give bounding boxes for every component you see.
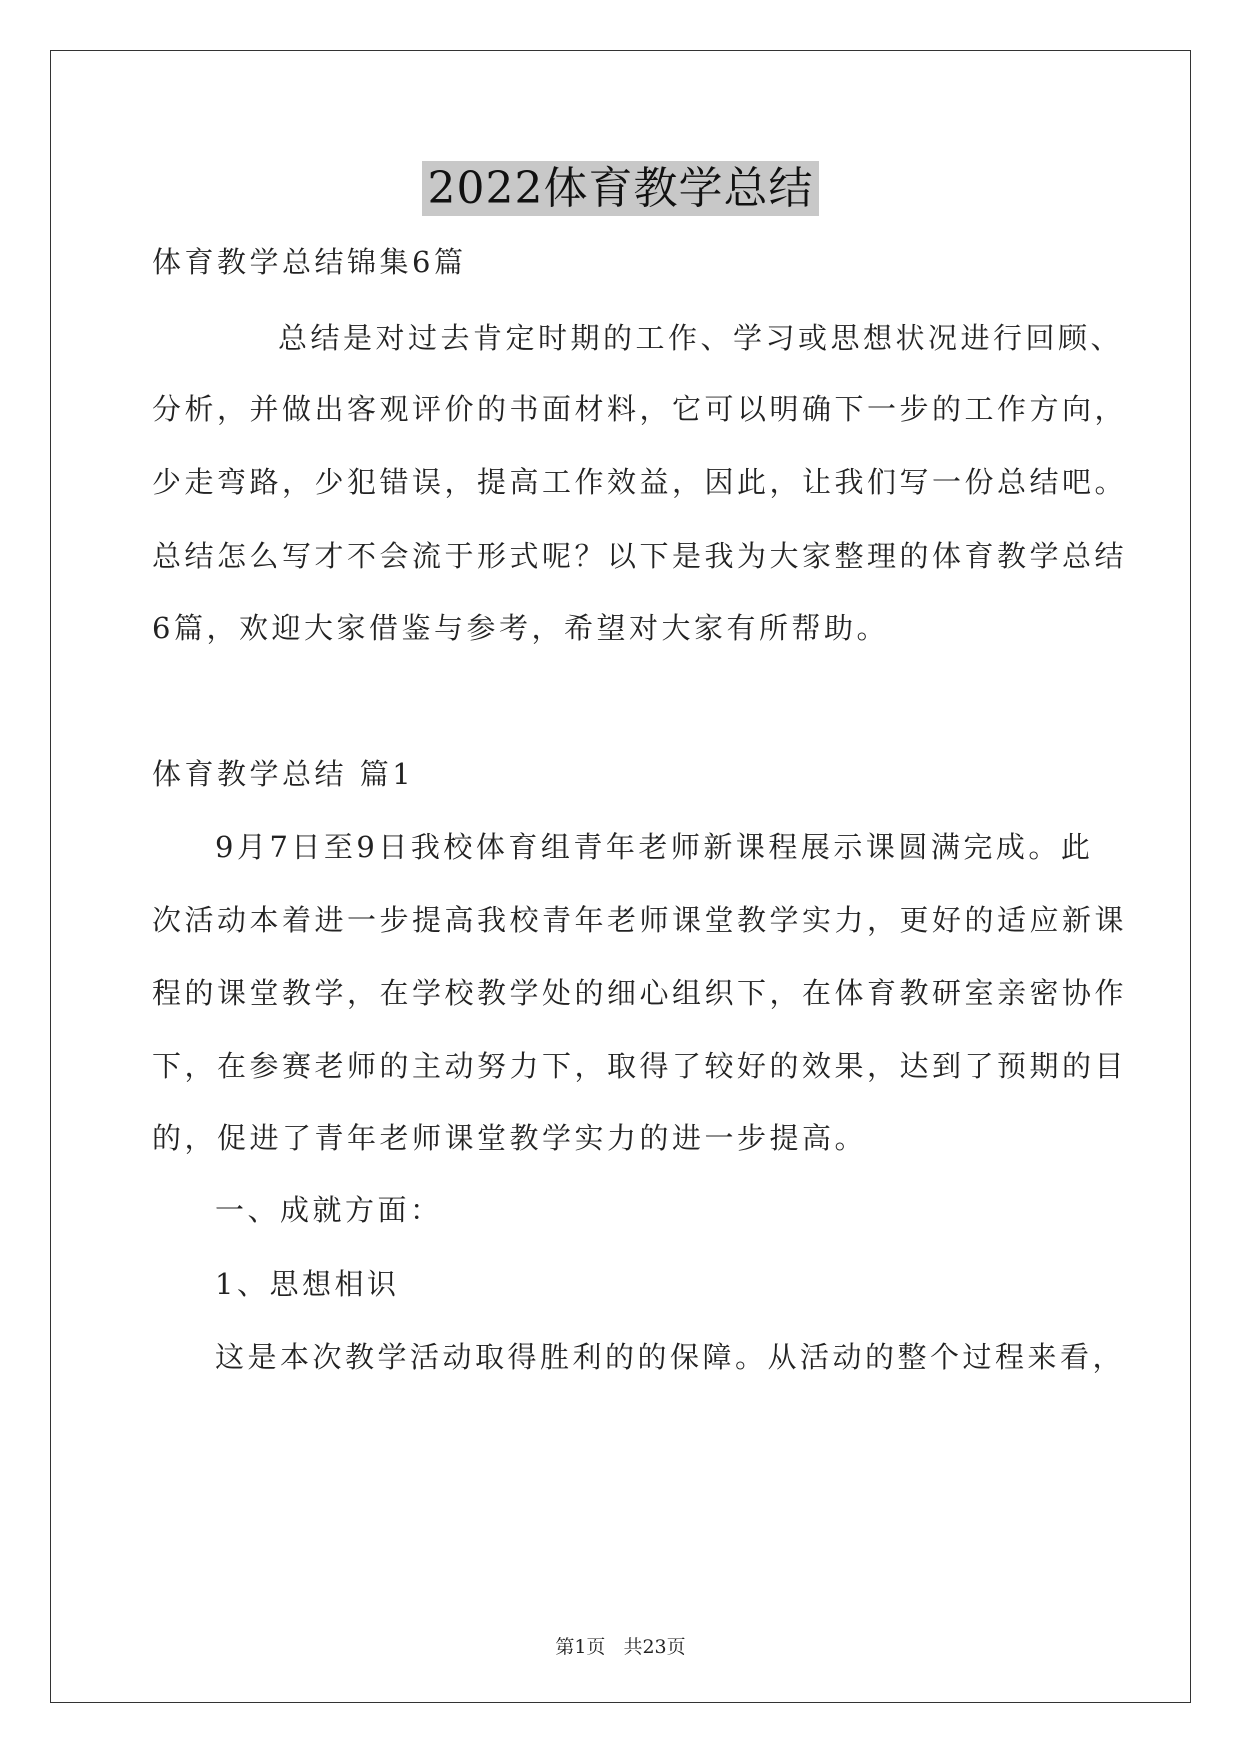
intro-line-2: 分析，并做出客观评价的书面材料，它可以明确下一步的工作方向，: [152, 392, 1128, 426]
subtitle: 体育教学总结锦集6篇: [152, 245, 467, 279]
page-footer: [0, 1632, 1241, 1659]
heading-achievements: 一、成就方面：: [215, 1193, 443, 1227]
para1-line-2: 次活动本着进一步提高我校青年老师课堂教学实力，更好的适应新课: [152, 903, 1128, 937]
intro-line-4: 总结怎么写才不会流于形式呢？以下是我为大家整理的体育教学总结: [152, 539, 1128, 573]
page-border: [50, 50, 1191, 1703]
para1-line-3: 程的课堂教学，在学校教学处的细心组织下，在体育教研室亲密协作: [152, 976, 1128, 1010]
intro-line-3: 少走弯路，少犯错误，提高工作效益，因此，让我们写一份总结吧。: [152, 465, 1128, 499]
page-number: 第1页: [555, 1636, 606, 1658]
section-heading: 体育教学总结 篇1: [152, 757, 415, 791]
para1-line-4: 下，在参赛老师的主动努力下，取得了较好的效果，达到了预期的目: [152, 1049, 1128, 1083]
page-total: 共23页: [623, 1636, 686, 1658]
intro-line-5: 6篇，欢迎大家借鉴与参考，希望对大家有所帮助。: [152, 611, 889, 645]
heading-thought: 1、思想相识: [215, 1267, 400, 1301]
intro-line-1: 总结是对过去肯定时期的工作、学习或思想状况进行回顾、: [278, 321, 1124, 355]
para1-line-1: 9月7日至9日我校体育组青年老师新课程展示课圆满完成。此: [215, 830, 1094, 864]
para1-line-5: 的，促进了青年老师课堂教学实力的进一步提高。: [152, 1121, 868, 1155]
document-title: 2022体育教学总结: [0, 152, 1241, 216]
para2-line-1: 这是本次教学活动取得胜利的的保障。从活动的整个过程来看，: [215, 1340, 1126, 1374]
